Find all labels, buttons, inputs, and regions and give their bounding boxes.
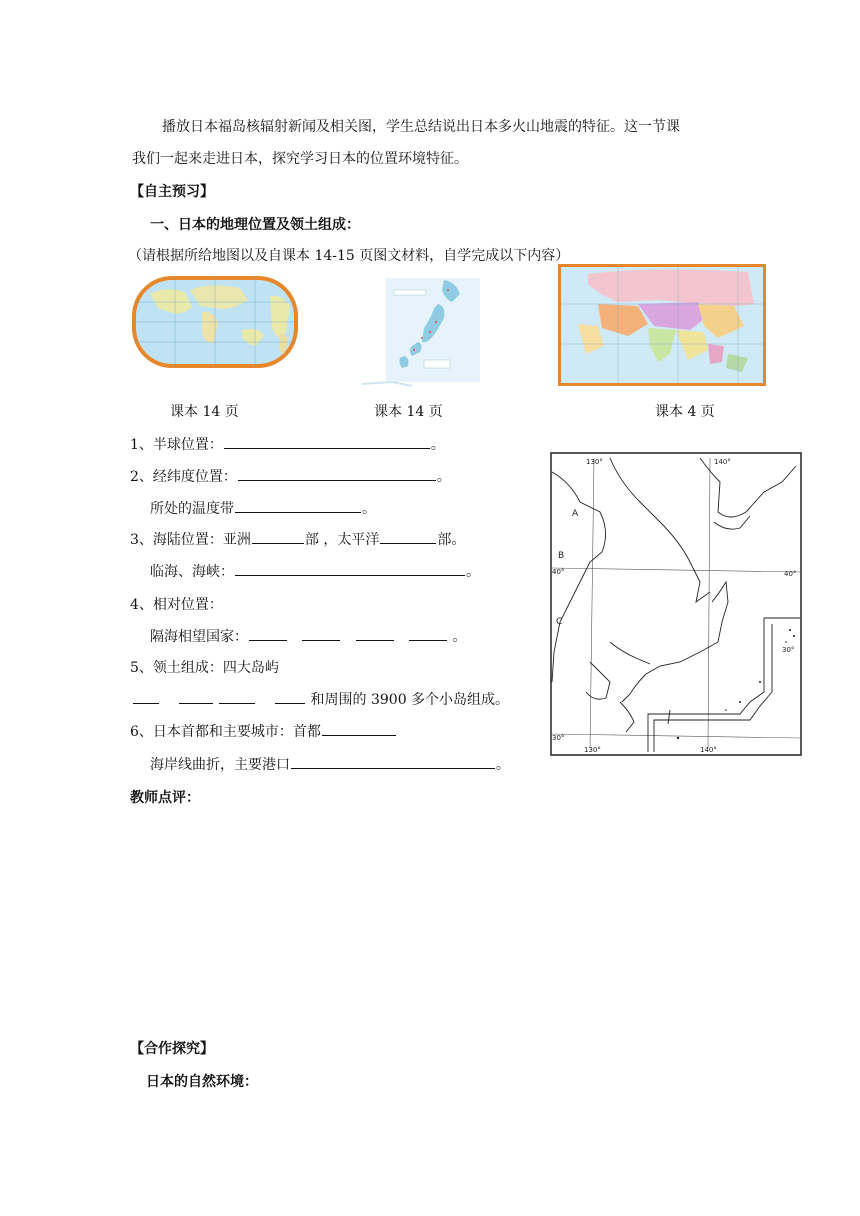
map-lat-30-left: 30° [552,734,565,742]
map-lat-30-right: 30° [782,646,795,654]
natural-environment-heading: 日本的自然环境： [146,1074,258,1090]
map-lat-40-left: 40° [552,568,565,576]
question-5b-label: 和周围的 3900 多个小岛组成。 [310,692,510,708]
question-6-label: 6、日本首都和主要城市：首都 [130,724,321,740]
question-5: 5、领土组成：四大岛屿 [130,660,279,676]
question-3 [130,529,465,549]
answer-blank-island-1[interactable] [133,689,159,704]
intro-line-1: 播放日本福岛核辐射新闻及相关图，学生总结说出日本多火山地震的特征。这一节课 [162,119,680,135]
question-3-label-c: 部。 [437,532,466,548]
question-3b [150,561,480,581]
question-1-label: 1、半球位置： [130,437,223,453]
answer-blank-island-3[interactable] [219,689,255,704]
map-lon-140-bottom: 140° [700,746,717,754]
answer-blank-hemisphere[interactable] [224,434,430,449]
answer-blank-asia-part[interactable] [252,529,304,544]
question-6 [130,721,397,741]
answer-blank-country-3[interactable] [356,626,394,641]
question-1-end: 。 [430,437,445,453]
question-2-end: 。 [436,469,451,485]
map-lat-40-right: 40° [784,570,797,578]
question-4: 4、相对位置： [130,597,223,613]
japan-outline-map [550,452,802,756]
world-map-caption: 课本 14 页 [170,404,239,420]
map-lon-130-top: 130° [586,458,603,466]
section-preview-heading: 【自主预习】 [130,184,214,200]
answer-blank-country-4[interactable] [409,626,447,641]
question-2 [130,466,451,486]
map-label-a: A [572,509,579,519]
answer-blank-island-4[interactable] [275,689,305,704]
question-2b-label: 所处的温度带 [150,501,234,517]
asia-map-caption: 课本 4 页 [655,404,715,420]
japan-map-caption: 课本 14 页 [374,404,443,420]
answer-blank-ports[interactable] [291,754,495,769]
answer-blank-country-1[interactable] [249,626,287,641]
map-label-b: B [558,551,565,561]
teacher-comment-heading: 教师点评： [130,790,200,806]
world-map-image [130,272,300,372]
map-lon-130-bottom: 130° [584,746,601,754]
question-2-label: 2、经纬度位置： [130,469,237,485]
intro-line-2: 我们一起来走进日本，探究学习日本的位置环境特征。 [132,151,468,167]
question-4b [150,626,467,646]
question-2b [150,498,376,518]
question-6b-end: 。 [496,757,510,773]
answer-blank-capital[interactable] [322,721,396,736]
subsection-location-heading: 一、日本的地理位置及领土组成： [150,217,360,233]
answer-blank-country-2[interactable] [302,626,340,641]
answer-blank-seas-straits[interactable] [235,561,465,576]
section-cooperation-heading: 【合作探究】 [130,1041,214,1057]
question-5b [132,689,509,709]
japan-map-image [352,272,482,388]
answer-blank-latlon[interactable] [238,466,436,481]
question-6b-label: 海岸线曲折，主要港口 [150,757,290,773]
answer-blank-island-2[interactable] [179,689,213,704]
question-3b-label: 临海、海峡： [150,564,234,580]
answer-blank-temperature-zone[interactable] [235,498,361,513]
answer-blank-pacific-part[interactable] [380,529,436,544]
instruction-text: （请根据所给地图以及自课本 14-15 页图文材料，自学完成以下内容） [128,248,570,264]
question-6b [150,754,510,774]
map-label-c: C [556,617,563,627]
question-1 [130,434,445,454]
question-3b-end: 。 [466,564,480,580]
question-3-label-a: 3、海陆位置：亚洲 [130,532,251,548]
map-lon-140-top: 140° [714,458,731,466]
question-2b-end: 。 [362,501,376,517]
asia-map-image [558,264,766,386]
question-3-label-b: 部 ，太平洋 [304,532,380,548]
question-4b-label: 隔海相望国家： [150,629,248,645]
question-4b-end: 。 [452,629,467,645]
